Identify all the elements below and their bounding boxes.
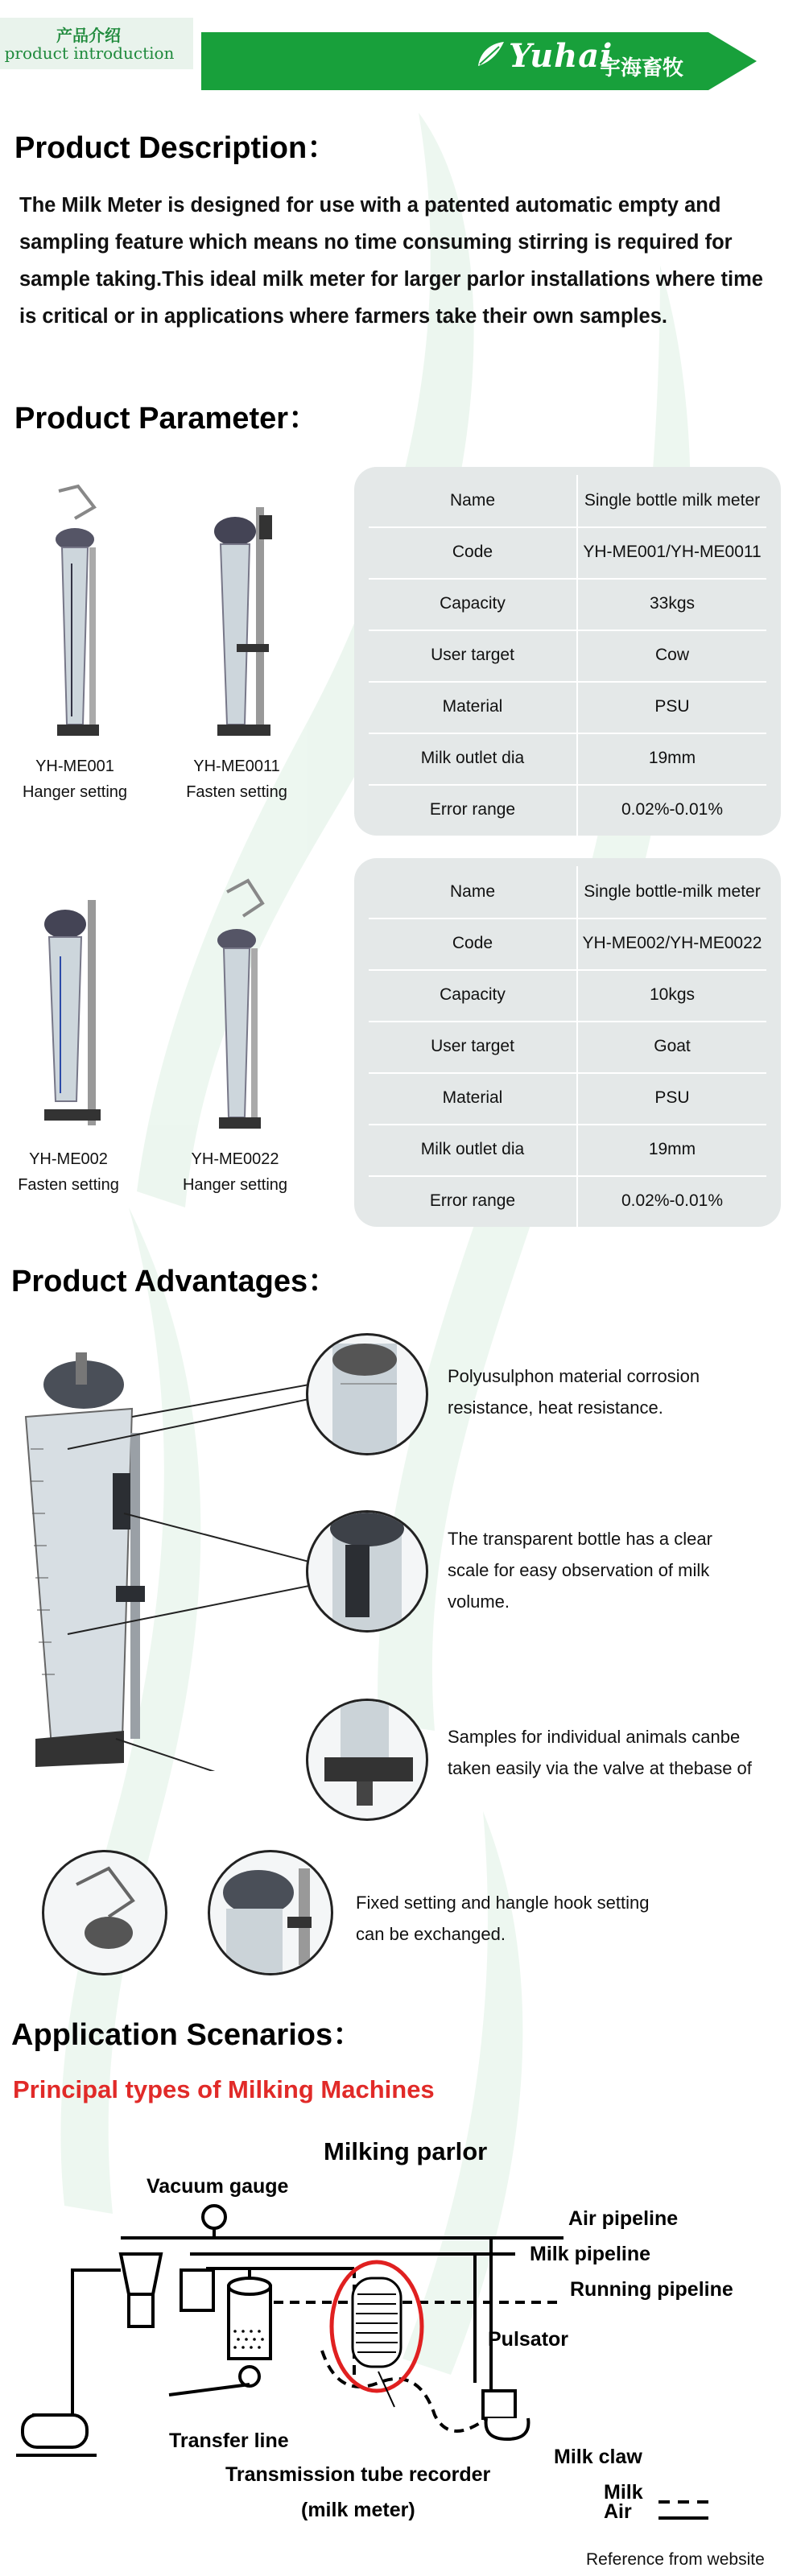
spec-row [369,475,766,528]
spec-value: 0.02%-0.01% [621,1191,724,1210]
detail-circle-hanger [42,1850,167,1975]
spec-value: Cow [654,646,689,664]
advantage-text-line: resistance, heat resistance. [448,1397,663,1418]
spec-row [369,866,766,919]
spec-label: User target [369,1021,578,1072]
spec-row [369,1072,766,1125]
spec-row [369,733,766,786]
advantage-text-line: taken easily via the valve at thebase of [448,1758,752,1778]
advantage-item [448,1360,786,1423]
product-description-heading: Product Description： [14,131,338,165]
label-recorder-sub: (milk meter) [301,2499,415,2521]
reference-note: Reference from website [586,2550,765,2569]
spec-row [369,1021,766,1074]
detail-circle-valve [306,1699,428,1821]
brand-logo: Yuhai [509,37,613,75]
spec-label: Capacity [369,969,578,1021]
spec-label: Code [369,918,578,969]
spec-value: 19mm [648,749,696,767]
spec-value: Single bottle-milk meter [584,882,761,901]
advantage-item [448,1721,802,1784]
spec-value: PSU [654,1088,690,1107]
spec-value: 10kgs [649,985,696,1004]
spec-label: Material [369,1072,578,1124]
spec-row [369,918,766,971]
milk-meter-hanger-image [27,483,123,749]
milk-meter-large-image [19,1352,325,1771]
detail-circle-fasten [208,1850,333,1975]
label-milk-pipeline: Milk pipeline [530,2243,651,2265]
spec-row [369,526,766,580]
product-advantages-heading: Product Advantages： [11,1265,339,1298]
advantage-text-line: scale for easy observation of milk [448,1560,710,1580]
spec-label: Error range [369,784,578,836]
spec-table-single-bottle-goat [354,858,781,1227]
spec-label: Error range [369,1175,578,1227]
spec-label: Capacity [369,578,578,630]
spec-value: Goat [654,1037,691,1055]
brand-leaf-icon [475,39,507,71]
detail-circle-scale [306,1510,428,1633]
spec-value: YH-ME002/YH-ME0022 [582,934,762,952]
spec-value: PSU [654,697,690,716]
advantage-text-line: Samples for individual animals canbe [448,1727,741,1747]
product-parameter-heading: Product Parameter： [14,402,320,436]
spec-value: 19mm [648,1140,696,1158]
product-card-yh-me0011 [172,483,301,805]
advantage-text-line: Polyusulphon material corrosion [448,1366,700,1386]
spec-row [369,681,766,734]
label-running-pipeline: Running pipeline [570,2278,733,2301]
product-setting: Hanger setting [22,783,128,801]
advantage-text-line: can be exchanged. [356,1924,506,1944]
product-card-yh-me0022 [171,876,299,1198]
section-tag-english: product introduction [4,43,175,63]
legend-air: Air [604,2500,632,2523]
milk-meter-fasten-image [188,483,285,749]
spec-label: Material [369,681,578,733]
spec-table-single-bottle-cow [354,467,781,836]
product-model: YH-ME002 [29,1150,108,1168]
detail-circle-material [306,1333,428,1455]
milking-machines-subheading: Principal types of Milking Machines [13,2075,435,2103]
advantage-text-line: volume. [448,1591,510,1612]
milk-meter-fasten-image [20,876,117,1141]
advantage-item [448,1523,786,1617]
label-milk-claw: Milk claw [554,2446,642,2468]
spec-row [369,578,766,631]
product-model: YH-ME0022 [191,1150,279,1168]
section-tag-chinese: 产品介绍 [56,26,121,45]
label-transfer-line: Transfer line [169,2429,289,2452]
brand-name-chinese: 宇海畜牧 [600,56,684,80]
spec-label: Name [369,475,578,526]
spec-label: Name [369,866,578,918]
spec-label: User target [369,630,578,681]
spec-value: YH-ME001/YH-ME0011 [583,543,762,561]
spec-value: Single bottle milk meter [584,491,761,510]
application-scenarios-heading: Application Scenarios： [11,2018,364,2052]
spec-row [369,784,766,836]
product-card-yh-me001 [14,483,135,805]
product-setting: Hanger setting [182,1176,288,1194]
spec-value: 0.02%-0.01% [621,800,724,819]
spec-label: Milk outlet dia [369,733,578,784]
advantage-text-line: Fixed setting and hangle hook setting [356,1893,650,1913]
product-model: YH-ME0011 [193,758,280,775]
legend-milk: Milk [604,2481,643,2504]
milk-meter-hanger-image [187,876,283,1141]
label-vacuum-gauge: Vacuum gauge [147,2175,289,2198]
spec-row [369,1175,766,1227]
advantage-item [356,1887,710,1950]
spec-row [369,969,766,1022]
product-card-yh-me002 [8,876,129,1198]
advantage-text-line: The transparent bottle has a clear [448,1529,712,1549]
spec-label: Milk outlet dia [369,1124,578,1175]
label-pulsator: Pulsator [488,2328,569,2351]
diagram-title: Milking parlor [324,2137,488,2165]
label-air-pipeline: Air pipeline [568,2207,679,2230]
product-description-text: The Milk Meter is designed for use with a patented automatic empty and sampling feature which means no time consuming stirring is required for sample taking.This ideal milk meter for larger parlor installations where time is critical or in applications where farmers take their own samples. [19,194,763,328]
product-model: YH-ME001 [35,758,114,775]
spec-row [369,1124,766,1177]
product-setting: Fasten setting [18,1176,119,1194]
product-setting: Fasten setting [186,783,287,801]
spec-value: 33kgs [649,594,696,613]
label-recorder: Transmission tube recorder [225,2463,491,2486]
spec-row [369,630,766,683]
spec-label: Code [369,526,578,578]
